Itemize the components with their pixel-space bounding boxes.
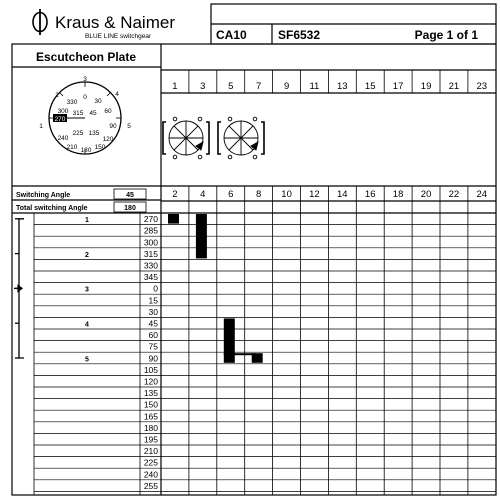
- dial-angle-270: 270: [54, 116, 66, 123]
- kraus-naimer-logo-icon: [33, 9, 47, 35]
- angle-value: 120: [143, 376, 158, 387]
- top-terminal-number: 17: [392, 81, 404, 92]
- dial-angle-180: 180: [80, 147, 92, 154]
- top-terminal-number: 11: [309, 81, 320, 92]
- bottom-terminal-number: 20: [420, 189, 432, 200]
- position-label: 2: [85, 251, 89, 259]
- terminal-numbers: [172, 81, 487, 200]
- dial-angle-0: 0: [83, 94, 87, 101]
- dial-angle-45: 45: [89, 110, 97, 117]
- position-label: 5: [85, 356, 89, 364]
- contact-block-2-symbol: [218, 117, 264, 159]
- main-frame: [12, 44, 496, 495]
- switching-angle-value: 45: [126, 192, 134, 199]
- dial-angle-315: 315: [72, 110, 84, 117]
- angle-value: 75: [148, 341, 158, 352]
- page-indicator: Page 1 of 1: [414, 28, 478, 42]
- angle-value: 60: [148, 330, 158, 341]
- top-terminal-number: 9: [283, 81, 290, 92]
- dial-angle-330: 330: [66, 99, 78, 106]
- bottom-terminal-number: 14: [337, 189, 348, 200]
- bottom-terminal-number: 8: [255, 189, 262, 200]
- bottom-terminal-number: 24: [476, 189, 488, 200]
- position-label: 1: [85, 217, 89, 225]
- total-switching-angle-label: Total switching Angle: [16, 205, 88, 212]
- contact-closed-mark: [224, 318, 235, 362]
- angle-value: 270: [143, 214, 158, 225]
- top-terminal-number: 15: [364, 81, 376, 92]
- angle-value: 240: [143, 469, 158, 480]
- dial-angle-30: 30: [94, 98, 102, 105]
- dial-angle-150: 150: [94, 144, 106, 151]
- angle-value: 45: [148, 318, 158, 329]
- angle-value: 330: [143, 260, 158, 271]
- switching-grid: [34, 70, 496, 495]
- dial-angle-90: 90: [109, 123, 117, 130]
- neutral-position-arrow-icon: [14, 285, 22, 291]
- angle-value: 315: [143, 248, 158, 259]
- top-terminal-number: 1: [172, 81, 178, 92]
- dial-angle-120: 120: [102, 136, 114, 143]
- escutcheon-title: Escutcheon Plate: [35, 50, 137, 64]
- dial-angle-210: 210: [66, 144, 78, 151]
- dial-position-1: 1: [39, 123, 43, 130]
- top-terminal-number: 21: [448, 81, 460, 92]
- model-code: CA10: [216, 28, 247, 42]
- contact-closed-mark: [196, 214, 207, 258]
- angle-value: 255: [143, 480, 158, 491]
- dial-position-4: 4: [115, 91, 119, 98]
- bottom-terminal-number: 12: [309, 189, 320, 200]
- brand-tagline: BLUE LINE switchgear: [85, 33, 152, 40]
- brand-logo: [33, 9, 175, 40]
- angle-value: 210: [143, 446, 158, 457]
- escutcheon-dial: [39, 76, 131, 154]
- top-terminal-number: 23: [476, 81, 488, 92]
- angle-value: 195: [143, 434, 158, 445]
- angle-value: 180: [143, 422, 158, 433]
- angle-value: 150: [143, 399, 158, 410]
- top-terminal-number: 7: [255, 81, 262, 92]
- total-switching-angle-value: 180: [124, 205, 136, 212]
- position-label: 4: [85, 321, 89, 329]
- dial-angle-300: 300: [57, 108, 69, 115]
- brand-name: Kraus & Naimer: [55, 13, 175, 32]
- bottom-terminal-number: 6: [228, 189, 234, 200]
- dial-position-5: 5: [127, 123, 131, 130]
- bottom-terminal-number: 10: [281, 189, 292, 200]
- program-number: SF6532: [278, 28, 321, 42]
- dial-position-3: 3: [83, 76, 87, 83]
- angle-value: 15: [148, 295, 158, 306]
- angle-value: 30: [148, 306, 158, 317]
- bottom-terminal-number: 2: [172, 189, 178, 200]
- dial-angle-60: 60: [104, 108, 112, 115]
- bottom-terminal-number: 22: [448, 189, 460, 200]
- angle-value: 165: [143, 411, 158, 422]
- angle-value: 90: [148, 353, 158, 364]
- top-terminal-number: 5: [228, 81, 234, 92]
- contact-block-1-symbol: [163, 117, 209, 159]
- top-terminal-number: 19: [420, 81, 432, 92]
- contact-link-mark: [224, 353, 256, 355]
- angle-value: 225: [143, 457, 158, 468]
- bottom-terminal-number: 4: [200, 189, 206, 200]
- contact-closed-mark: [168, 214, 179, 224]
- top-terminal-number: 13: [337, 81, 348, 92]
- angle-value: 105: [143, 364, 158, 375]
- dial-angle-240: 240: [57, 135, 69, 142]
- bottom-terminal-number: 16: [364, 189, 376, 200]
- switching-angle-label: Switching Angle: [16, 192, 71, 199]
- angle-value: 285: [143, 225, 158, 236]
- angle-value: 345: [143, 272, 158, 283]
- angle-value: 0: [153, 283, 158, 294]
- angle-value: 300: [143, 237, 158, 248]
- dial-angle-135: 135: [88, 130, 100, 137]
- position-label: 3: [85, 286, 89, 294]
- dial-angle-225: 225: [72, 130, 84, 137]
- angle-value: 135: [143, 388, 158, 399]
- bottom-terminal-number: 18: [392, 189, 404, 200]
- dial-position-2: 2: [55, 92, 59, 99]
- top-terminal-number: 3: [200, 81, 206, 92]
